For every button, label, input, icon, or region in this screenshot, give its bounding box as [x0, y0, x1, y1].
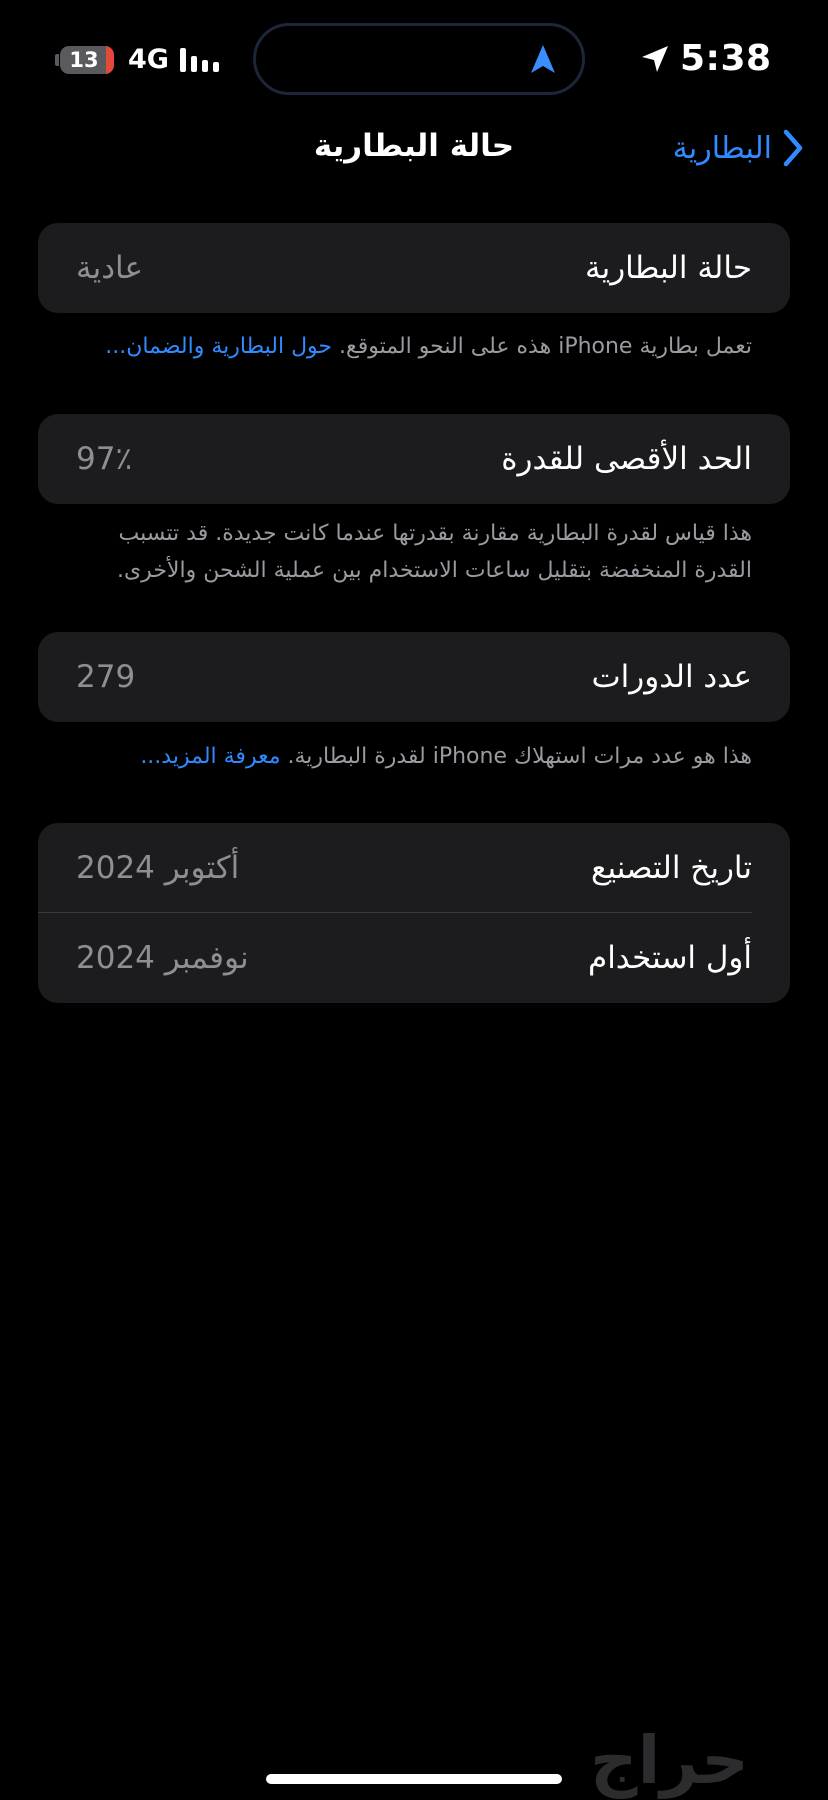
- battery-level: 13: [69, 48, 99, 72]
- cycle-count-value: 279: [76, 659, 136, 695]
- page-title: حالة البطارية: [313, 128, 515, 164]
- navigation-bar: [0, 110, 828, 190]
- cycle-count-footnote: [78, 738, 752, 775]
- status-bar: [0, 0, 828, 120]
- max-capacity-group: [38, 414, 790, 504]
- navigation-arrow-icon: [526, 42, 560, 76]
- home-indicator[interactable]: [266, 1774, 562, 1784]
- dates-group: [38, 823, 790, 1003]
- signal-bars-icon: [178, 46, 222, 74]
- cycle-count-label: عدد الدورات: [591, 659, 752, 695]
- network-type: 4G: [128, 44, 169, 75]
- battery-warranty-link[interactable]: حول البطارية والضمان...: [105, 334, 333, 359]
- cycle-count-group: [38, 632, 790, 722]
- first-use-value: نوفمبر 2024: [76, 940, 249, 976]
- first-use-label: أول استخدام: [588, 940, 752, 976]
- battery-health-value: عادية: [76, 250, 143, 286]
- cycle-count-note: هذا هو عدد مرات استهلاك iPhone لقدرة البطارية.: [280, 744, 752, 769]
- haraj-watermark: حراج: [590, 1722, 749, 1799]
- max-capacity-label: الحد الأقصى للقدرة: [501, 441, 752, 477]
- manufacture-date-label: تاريخ التصنيع: [590, 850, 752, 886]
- cycle-count-row: [38, 632, 790, 722]
- first-use-row: [38, 913, 790, 1003]
- battery-nub: [55, 54, 59, 66]
- max-capacity-value: 97٪: [76, 441, 133, 477]
- battery-health-group: [38, 223, 790, 313]
- battery-icon: [60, 46, 114, 74]
- max-capacity-row: [38, 414, 790, 504]
- learn-more-link[interactable]: معرفة المزيد...: [140, 744, 281, 769]
- manufacture-date-row: [38, 823, 790, 913]
- battery-health-footnote: [78, 328, 752, 365]
- location-arrow-icon: [640, 44, 670, 74]
- clock: 5:38: [680, 38, 772, 79]
- max-capacity-footnote: [78, 515, 752, 589]
- battery-health-label: حالة البطارية: [584, 250, 752, 286]
- dynamic-island[interactable]: [253, 23, 585, 95]
- max-capacity-note: هذا قياس لقدرة البطارية مقارنة بقدرتها عندما كانت جديدة. قد تتسبب القدرة المنخفضة بتقليل ساعات الاستخدام بين عملية الشحن والأخرى.: [116, 521, 752, 583]
- battery-health-row: [38, 223, 790, 313]
- manufacture-date-value: أكتوبر 2024: [76, 850, 240, 886]
- battery-health-note: تعمل بطارية iPhone هذه على النحو المتوقع.: [332, 334, 752, 359]
- back-button-label[interactable]: البطارية: [672, 130, 772, 166]
